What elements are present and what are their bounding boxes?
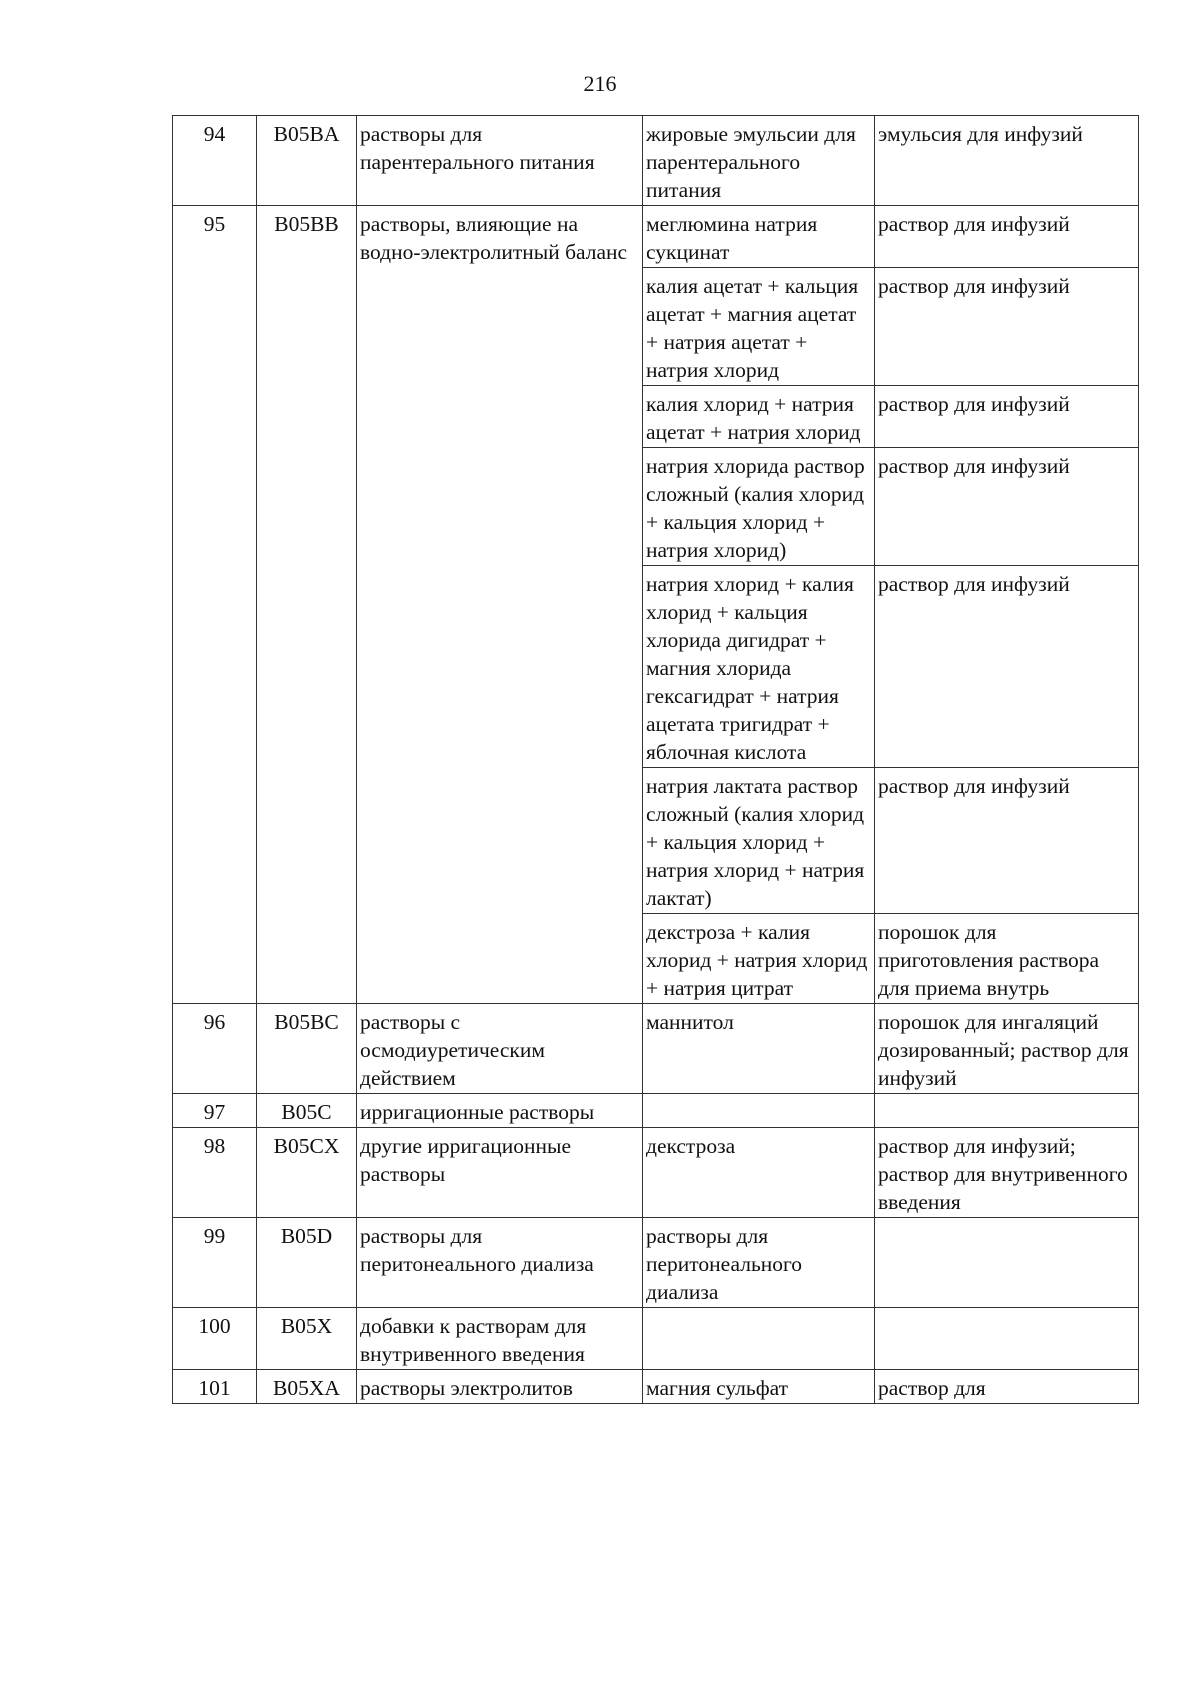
row-number-cell: 101 (173, 1370, 257, 1404)
drug-name-cell: магния сульфат (643, 1370, 875, 1404)
table-row (173, 206, 1139, 268)
dosage-form-cell (875, 1308, 1139, 1370)
row-number-cell: 94 (173, 116, 257, 206)
drug-name-cell: меглюмина натрия сукцинат (643, 206, 875, 268)
dosage-form-cell: раствор для инфузий (875, 386, 1139, 448)
group-name-cell: ирригационные растворы (357, 1094, 643, 1128)
dosage-form-cell (875, 1218, 1139, 1308)
atc-code-cell: B05D (257, 1218, 357, 1308)
row-number-cell: 95 (173, 206, 257, 1004)
table-row (173, 116, 1139, 206)
group-name-cell: другие ирригационные растворы (357, 1128, 643, 1218)
group-name-cell: растворы с осмодиуретическим действием (357, 1004, 643, 1094)
dosage-form-cell: раствор для инфузий (875, 448, 1139, 566)
drug-name-cell: растворы для перитонеального диализа (643, 1218, 875, 1308)
dosage-form-cell: раствор для инфузий (875, 268, 1139, 386)
table-row (173, 1004, 1139, 1094)
dosage-form-cell: порошок для ингаляций дозированный; раствор для инфузий (875, 1004, 1139, 1094)
drug-name-cell: натрия лактата раствор сложный (калия хлорид + кальция хлорид + натрия хлорид + натрия лактат) (643, 768, 875, 914)
table-row (173, 1218, 1139, 1308)
table-body (173, 116, 1139, 1404)
dosage-form-cell: раствор для инфузий (875, 206, 1139, 268)
atc-code-cell: B05BC (257, 1004, 357, 1094)
group-name-cell: добавки к растворам для внутривенного введения (357, 1308, 643, 1370)
drug-name-cell: декстроза + калия хлорид + натрия хлорид + натрия цитрат (643, 914, 875, 1004)
dosage-form-cell: раствор для инфузий (875, 768, 1139, 914)
drug-name-cell (643, 1094, 875, 1128)
group-name-cell: растворы для перитонеального диализа (357, 1218, 643, 1308)
dosage-form-cell (875, 1094, 1139, 1128)
table-row (173, 1370, 1139, 1404)
atc-code-cell: B05BB (257, 206, 357, 1004)
row-number-cell: 96 (173, 1004, 257, 1094)
drug-name-cell: калия хлорид + натрия ацетат + натрия хлорид (643, 386, 875, 448)
table-row (173, 1094, 1139, 1128)
group-name-cell: растворы электролитов (357, 1370, 643, 1404)
drug-name-cell: декстроза (643, 1128, 875, 1218)
drug-name-cell: маннитол (643, 1004, 875, 1094)
group-name-cell: растворы для парентерального питания (357, 116, 643, 206)
dosage-form-cell: раствор для (875, 1370, 1139, 1404)
row-number-cell: 99 (173, 1218, 257, 1308)
row-number-cell: 98 (173, 1128, 257, 1218)
drug-table (172, 115, 1139, 1404)
atc-code-cell: B05XA (257, 1370, 357, 1404)
drug-name-cell: жировые эмульсии для парентерального питания (643, 116, 875, 206)
page-number: 216 (583, 71, 617, 96)
drug-name-cell: натрия хлорида раствор сложный (калия хлорид + кальция хлорид + натрия хлорид) (643, 448, 875, 566)
dosage-form-cell: раствор для инфузий (875, 566, 1139, 768)
atc-code-cell: B05X (257, 1308, 357, 1370)
table-row (173, 1308, 1139, 1370)
atc-code-cell: B05BA (257, 116, 357, 206)
atc-code-cell: B05C (257, 1094, 357, 1128)
dosage-form-cell: эмульсия для инфузий (875, 116, 1139, 206)
drug-name-cell (643, 1308, 875, 1370)
atc-code-cell: B05CX (257, 1128, 357, 1218)
table-row (173, 1128, 1139, 1218)
dosage-form-cell: порошок для приготовления раствора для приема внутрь (875, 914, 1139, 1004)
drug-name-cell: натрия хлорид + калия хлорид + кальция хлорида дигидрат + магния хлорида гексагидрат + натрия ацетата тригидрат + яблочная кислота (643, 566, 875, 768)
drug-name-cell: калия ацетат + кальция ацетат + магния ацетат + натрия ацетат + натрия хлорид (643, 268, 875, 386)
group-name-cell: растворы, влияющие на водно-электролитный баланс (357, 206, 643, 1004)
dosage-form-cell: раствор для инфузий; раствор для внутривенного введения (875, 1128, 1139, 1218)
row-number-cell: 100 (173, 1308, 257, 1370)
row-number-cell: 97 (173, 1094, 257, 1128)
